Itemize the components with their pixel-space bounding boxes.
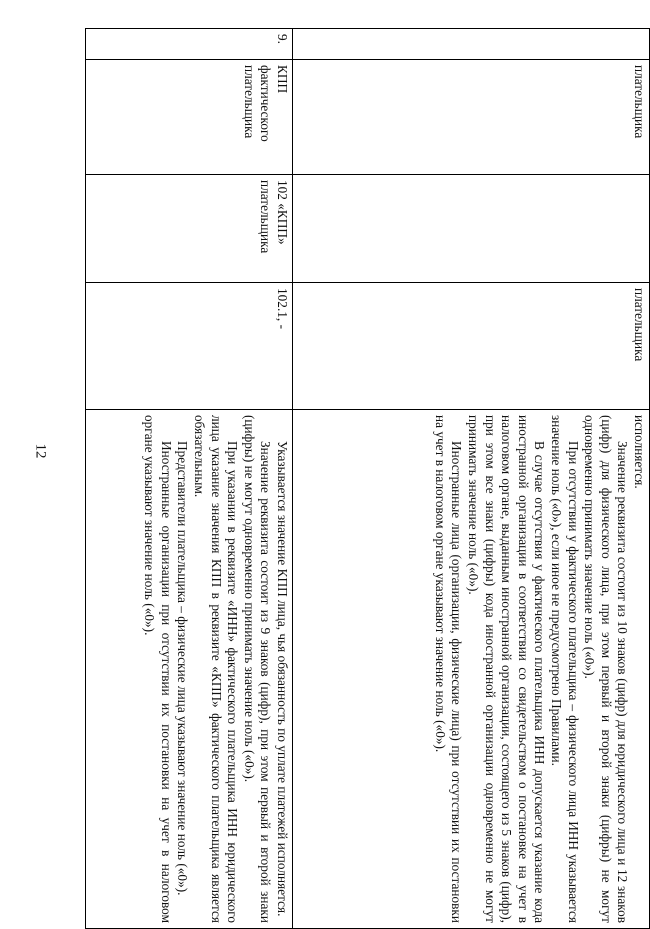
field-number-cell (293, 175, 650, 283)
field-name-cell: плательщика (293, 60, 650, 175)
paragraph: Указывается значение КПП лица, чья обязанность по уплате платежей исполняется. (275, 441, 290, 917)
paragraph: Значение реквизита состоит из 10 знаков (цифр) для юридического лица и 12 знаков (цифр) для физического лица, при этом первый и второй знаки (цифры) не могут одновременно принимать значение ноль («0»). (582, 415, 631, 923)
paragraph: При указании в реквизите «ИНН» фактического плательщика ИНН юридического лица указание значения КПП в реквизите «КПП» фактического плательщика является обязательным. (192, 415, 241, 923)
requisites-table (85, 28, 650, 929)
paragraph: При отсутствии у фактического плательщика – физического лица ИНН указывается значение ноль («0»), если иное не предусмотрено Правилами. (549, 415, 581, 923)
description-cell (86, 410, 293, 929)
field-code-cell: 102.1, - (86, 283, 293, 410)
row-number-cell (293, 29, 650, 60)
table-row-continued (293, 29, 650, 929)
paragraph: Иностранные организации при отсутствии их постановки на учет в налоговом органе указывают значение ноль («0»). (142, 415, 174, 923)
page-number: 12 (32, 443, 49, 459)
field-number-cell: 102 «КПП» плательщика (86, 175, 293, 283)
paragraph: В случае отсутствия у фактического плательщика ИНН допускается указание кода иностранной организации в соответствии со свидетельством о постановке на учет в налоговом органе, выданным иностранной организации, состоящего из 5 знаков (цифр), при этом все знаки (цифры) кода иностранной организации одновременно не могут принимать значение ноль («0»). (466, 415, 548, 923)
rotated-page-content (85, 28, 650, 923)
paragraph: Значение реквизита состоит из 9 знаков (цифр), при этом первый и второй знаки (цифры) не могут одновременно принимать значение ноль («0»). (241, 415, 274, 923)
paragraph: Представители плательщика – физические лица указывают значение ноль («0»). (175, 441, 191, 896)
field-name-cell: КПП фактического плательщика (86, 60, 293, 175)
table-row-9 (86, 29, 293, 929)
description-cell (293, 410, 650, 929)
row-number-cell: 9. (86, 29, 293, 60)
paragraph: исполняется. (632, 415, 647, 489)
field-code-cell: плательщика (293, 283, 650, 410)
paragraph: Иностранные лица (организации, физические лица) при отсутствии их постановки на учет в налоговом органе указывают значение ноль («0»). (432, 415, 465, 923)
